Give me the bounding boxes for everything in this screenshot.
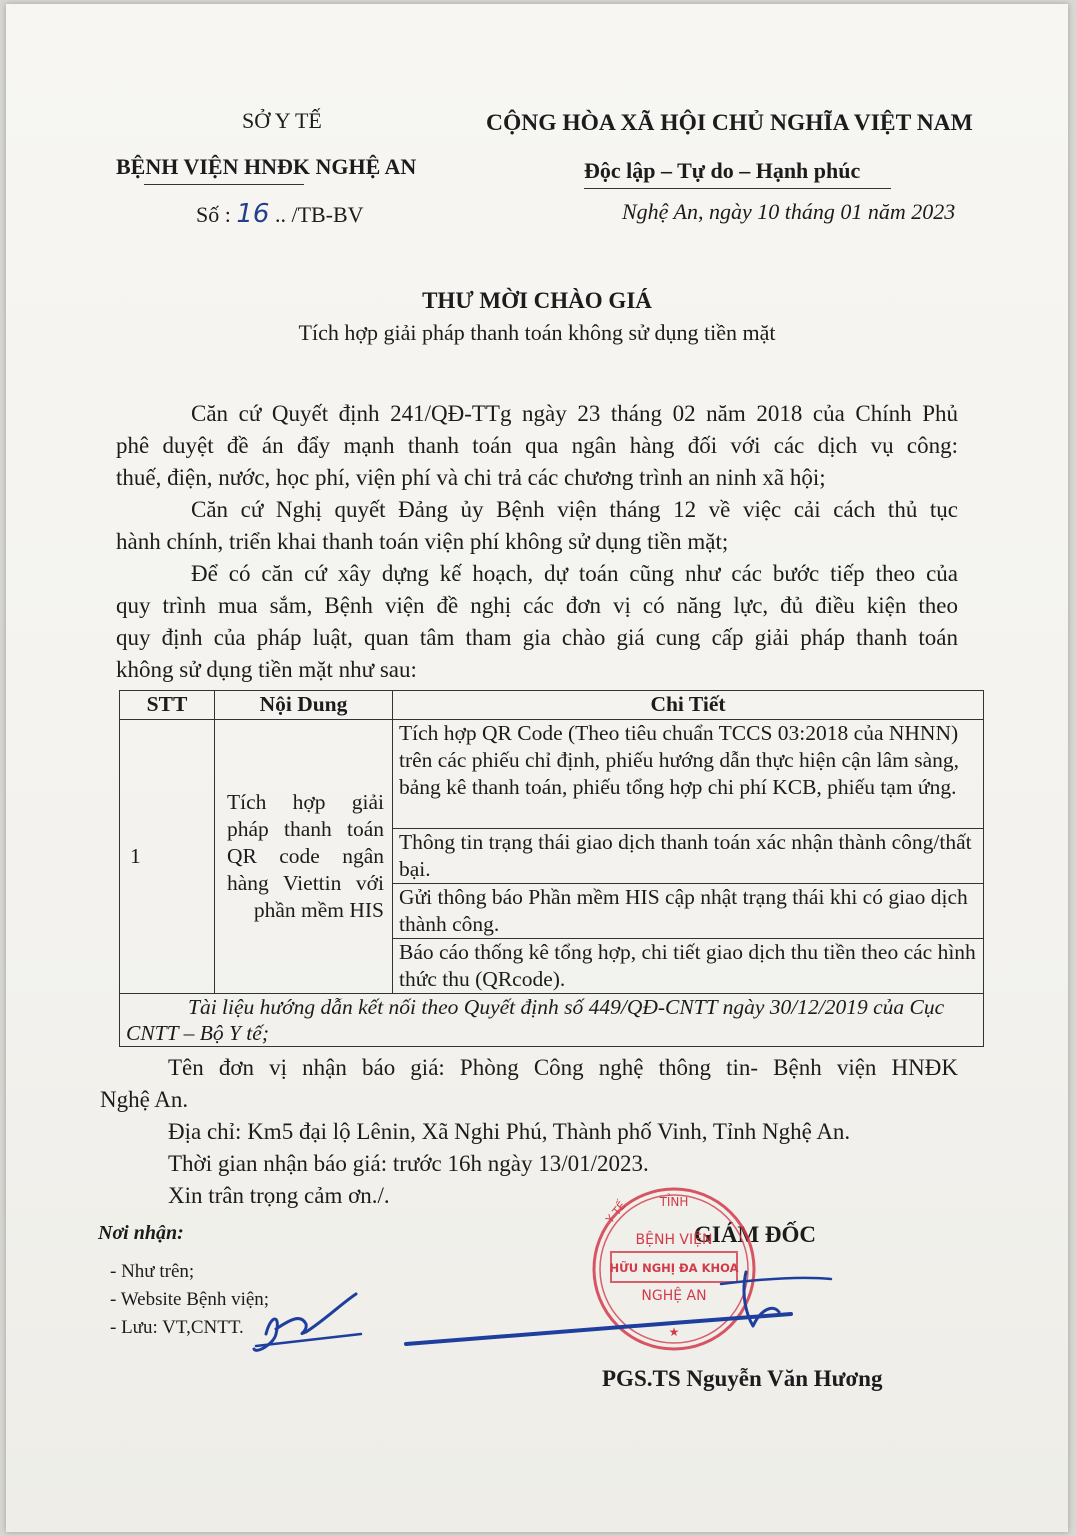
ministry-name: SỞ Y TẾ: [242, 108, 322, 133]
receiver-item: - Lưu: VT,CNTT.: [110, 1317, 244, 1338]
stamp-inner-text-1: BỆNH VIỆN: [635, 1232, 713, 1248]
footer-paragraphs: [100, 1052, 958, 1212]
recipient-line1: Tên đơn vị nhận báo giá: Phòng Công nghệ thông tin- Bệnh viện HNĐK: [168, 1055, 958, 1080]
table-note-row: [120, 994, 984, 1047]
document-title: THƯ MỜI CHÀO GIÁ: [422, 288, 652, 313]
table-header-row: [120, 691, 984, 720]
signer-title: GIÁM ĐỐC: [694, 1222, 817, 1247]
header-content: Nội Dung: [215, 691, 393, 720]
deadline-line: Thời gian nhận báo giá: trước 16h ngày 13/01/2023.: [168, 1151, 649, 1176]
country-name: CỘNG HÒA XÃ HỘI CHỦ NGHĨA VIỆT NAM: [486, 110, 973, 136]
stamp-star-icon: ★: [668, 1325, 680, 1339]
row-stt: 1: [120, 720, 215, 994]
signer-name: PGS.TS Nguyễn Văn Hương: [602, 1366, 883, 1391]
body-paragraphs: [116, 398, 958, 686]
receiver-item: - Như trên;: [110, 1261, 195, 1282]
p1-line3: thuế, điện, nước, học phí, viện phí và chi trả các chương trình an ninh xã hội;: [116, 465, 826, 490]
number-prefix: Số :: [196, 202, 231, 227]
p3-line4: không sử dụng tiền mặt như sau:: [116, 657, 417, 682]
quote-table: [119, 690, 984, 1047]
p1-line1: Căn cứ Quyết định 241/QĐ-TTg ngày 23 tháng 02 năm 2018 của Chính Phủ: [191, 401, 958, 426]
table-note: Tài liệu hướng dẫn kết nối theo Quyết định số 449/QĐ-CNTT ngày 30/12/2019 của Cục CNTT – Bộ Y tế;: [120, 994, 984, 1047]
motto-underline: [584, 188, 891, 189]
place-date: Nghệ An, ngày 10 tháng 01 năm 2023: [622, 199, 956, 224]
header-stt: STT: [120, 691, 215, 720]
p3-line3: quy định của pháp luật, quan tâm tham gia chào giá cung cấp giải pháp thanh toán: [116, 625, 958, 650]
document-subtitle: Tích hợp giải pháp thanh toán không sử dụng tiền mặt: [298, 320, 776, 345]
stamp-top-text: TỈNH: [659, 1195, 689, 1209]
initial-signature: [246, 1274, 376, 1364]
p3-line2: quy trình mua sắm, Bệnh viện đề nghị các đơn vị có năng lực, đủ điều kiện theo: [116, 593, 958, 618]
row-detail-4: Báo cáo thống kê tổng hợp, chi tiết giao dịch thu tiền theo các hình thức thu (QRcode).: [393, 939, 984, 994]
number-suffix: .. /TB-BV: [274, 202, 364, 227]
row-detail-3: Gửi thông báo Phần mềm HIS cập nhật trạng thái khi có giao dịch thành công.: [393, 884, 984, 939]
thanks-line: Xin trân trọng cảm ơn./.: [168, 1183, 390, 1208]
p2-line2: hành chính, triển khai thanh toán viện phí không sử dụng tiền mặt;: [116, 529, 729, 554]
receiver-item: - Website Bệnh viện;: [110, 1289, 270, 1310]
document-number: [196, 199, 364, 229]
row-content: Tích hợp giải pháp thanh toán QR code ngân hàng Viettin với phần mềm HIS: [215, 720, 393, 994]
stamp-inner-text-3: NGHỆ AN: [641, 1288, 707, 1304]
stamp-left-text: Y TẾ: [603, 1199, 629, 1226]
address-line: Địa chỉ: Km5 đại lộ Lênin, Xã Nghi Phú, Thành phố Vinh, Tỉnh Nghệ An.: [168, 1119, 851, 1144]
row-detail-1: Tích hợp QR Code (Theo tiêu chuẩn TCCS 03:2018 của NHNN) trên các phiếu chỉ định, phiếu hướng dẫn thực hiện cận lâm sàng, bảng kê thanh toán, phiếu tổng hợp chi phí KCB, phiếu tạm ứng.: [393, 720, 984, 829]
document-page: [6, 4, 1068, 1532]
national-motto: Độc lập – Tự do – Hạnh phúc: [584, 158, 861, 183]
hospital-underline: [144, 184, 304, 185]
receivers-title: Nơi nhận:: [98, 1222, 184, 1244]
table-row: [120, 720, 984, 829]
header-detail: Chi Tiết: [393, 691, 984, 720]
stamp-inner-text-2: HỮU NGHỊ ĐA KHOA: [609, 1261, 739, 1275]
recipient-line2: Nghệ An.: [100, 1087, 189, 1112]
director-signature: [401, 1264, 841, 1354]
p2-line1: Căn cứ Nghị quyết Đảng ủy Bệnh viện tháng 12 về việc cải cách thủ tục: [191, 497, 958, 522]
hospital-name: BỆNH VIỆN HNĐK NGHỆ AN: [116, 154, 417, 179]
row-detail-2: Thông tin trạng thái giao dịch thanh toán xác nhận thành công/thất bại.: [393, 829, 984, 884]
p1-line2: phê duyệt đề án đẩy mạnh thanh toán qua ngân hàng đối với các dịch vụ công:: [116, 433, 958, 458]
number-handwritten: 16: [236, 199, 270, 229]
p3-line1: Để có căn cứ xây dựng kế hoạch, dự toán cũng như các bước tiếp theo của: [191, 561, 958, 586]
